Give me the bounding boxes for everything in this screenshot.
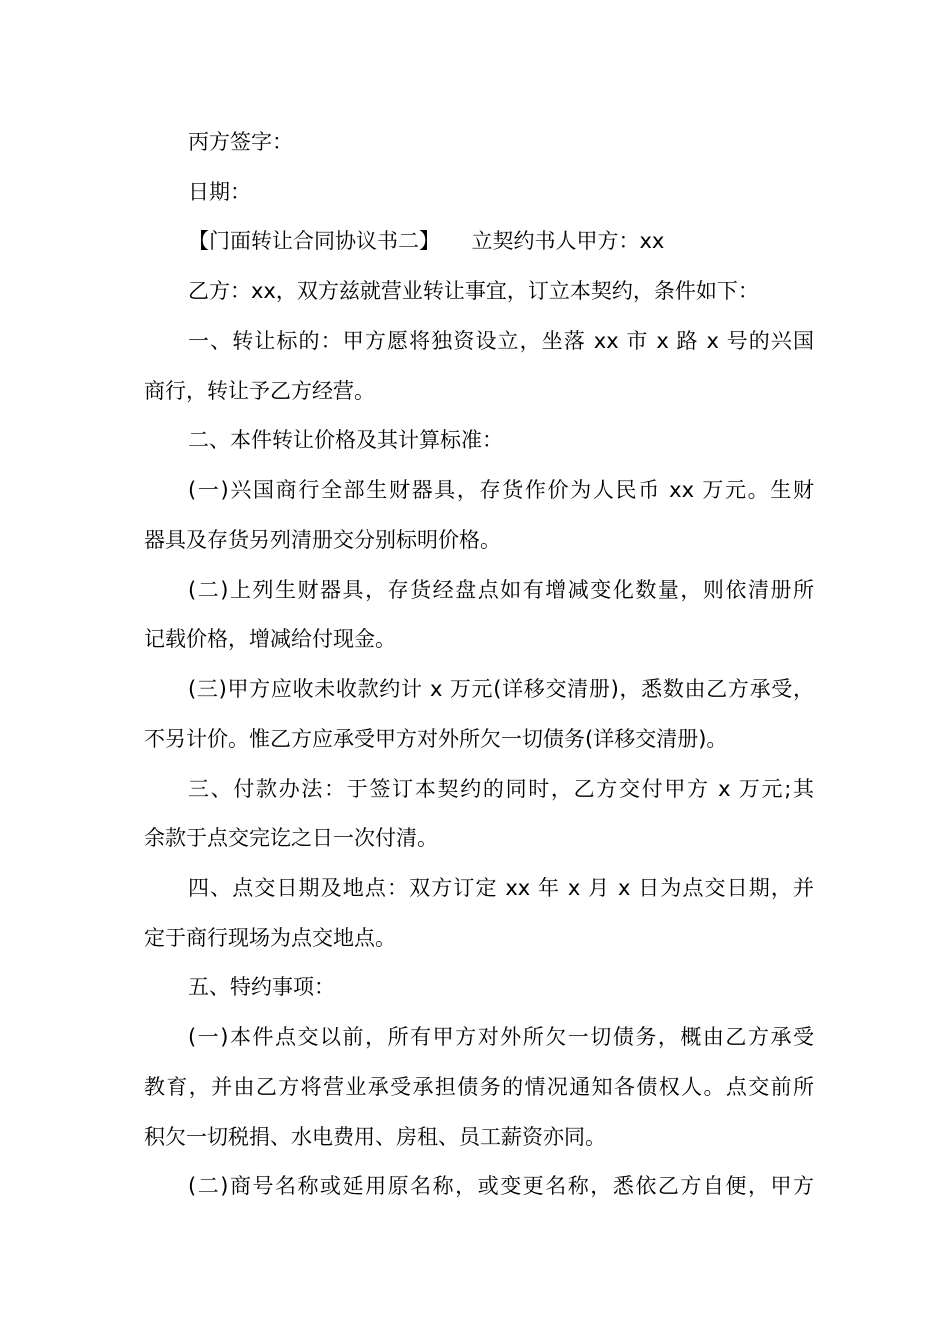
text-line: 五、特约事项：: [188, 975, 335, 999]
text-line: 教育，并由乙方将营业承受承担债务的情况通知各债权人。点交前所: [144, 1075, 814, 1099]
text-line: 二、本件转让价格及其计算标准：: [188, 428, 503, 452]
text-line: 一、转让标的：甲方愿将独资设立，坐落 xx 市 x 路 x 号的兴国: [188, 329, 814, 353]
text-line: 日期：: [188, 180, 251, 204]
text-line: (一)本件点交以前，所有甲方对外所欠一切债务，概由乙方承受: [188, 1025, 814, 1049]
text-line: (二)商号名称或延用原名称，或变更名称，悉依乙方自便，甲方: [188, 1174, 814, 1198]
text-line: 三、付款办法：于签订本契约的同时，乙方交付甲方 x 万元;其: [188, 777, 814, 801]
text-line: 余款于点交完讫之日一次付清。: [144, 826, 438, 850]
text-line: (二)上列生财器具，存货经盘点如有增减变化数量，则依清册所: [188, 578, 814, 602]
text-line: 定于商行现场为点交地点。: [144, 926, 396, 950]
text-line: (三)甲方应收未收款约计 x 万元(详移交清册)，悉数由乙方承受，: [188, 677, 814, 701]
text-line: 丙方签字：: [188, 130, 293, 154]
text-line: (一)兴国商行全部生财器具，存货作价为人民币 xx 万元。生财: [188, 478, 814, 502]
text-line: 乙方：xx，双方兹就营业转让事宜，订立本契约，条件如下：: [188, 279, 759, 303]
text-line: 四、点交日期及地点：双方订定 xx 年 x 月 x 日为点交日期，并: [188, 876, 814, 900]
text-line: 器具及存货另列清册交分别标明价格。: [144, 528, 501, 552]
text-line: 不另计价。惟乙方应承受甲方对外所欠一切债务(详移交清册)。: [144, 727, 728, 751]
text-line: 积欠一切税捐、水电费用、房租、员工薪资亦同。: [144, 1125, 606, 1149]
text-line: 记载价格，增减给付现金。: [144, 627, 396, 651]
text-line: 商行，转让予乙方经营。: [144, 379, 375, 403]
text-line: 【门面转让合同协议书二】 立契约书人甲方：xx: [188, 229, 665, 253]
